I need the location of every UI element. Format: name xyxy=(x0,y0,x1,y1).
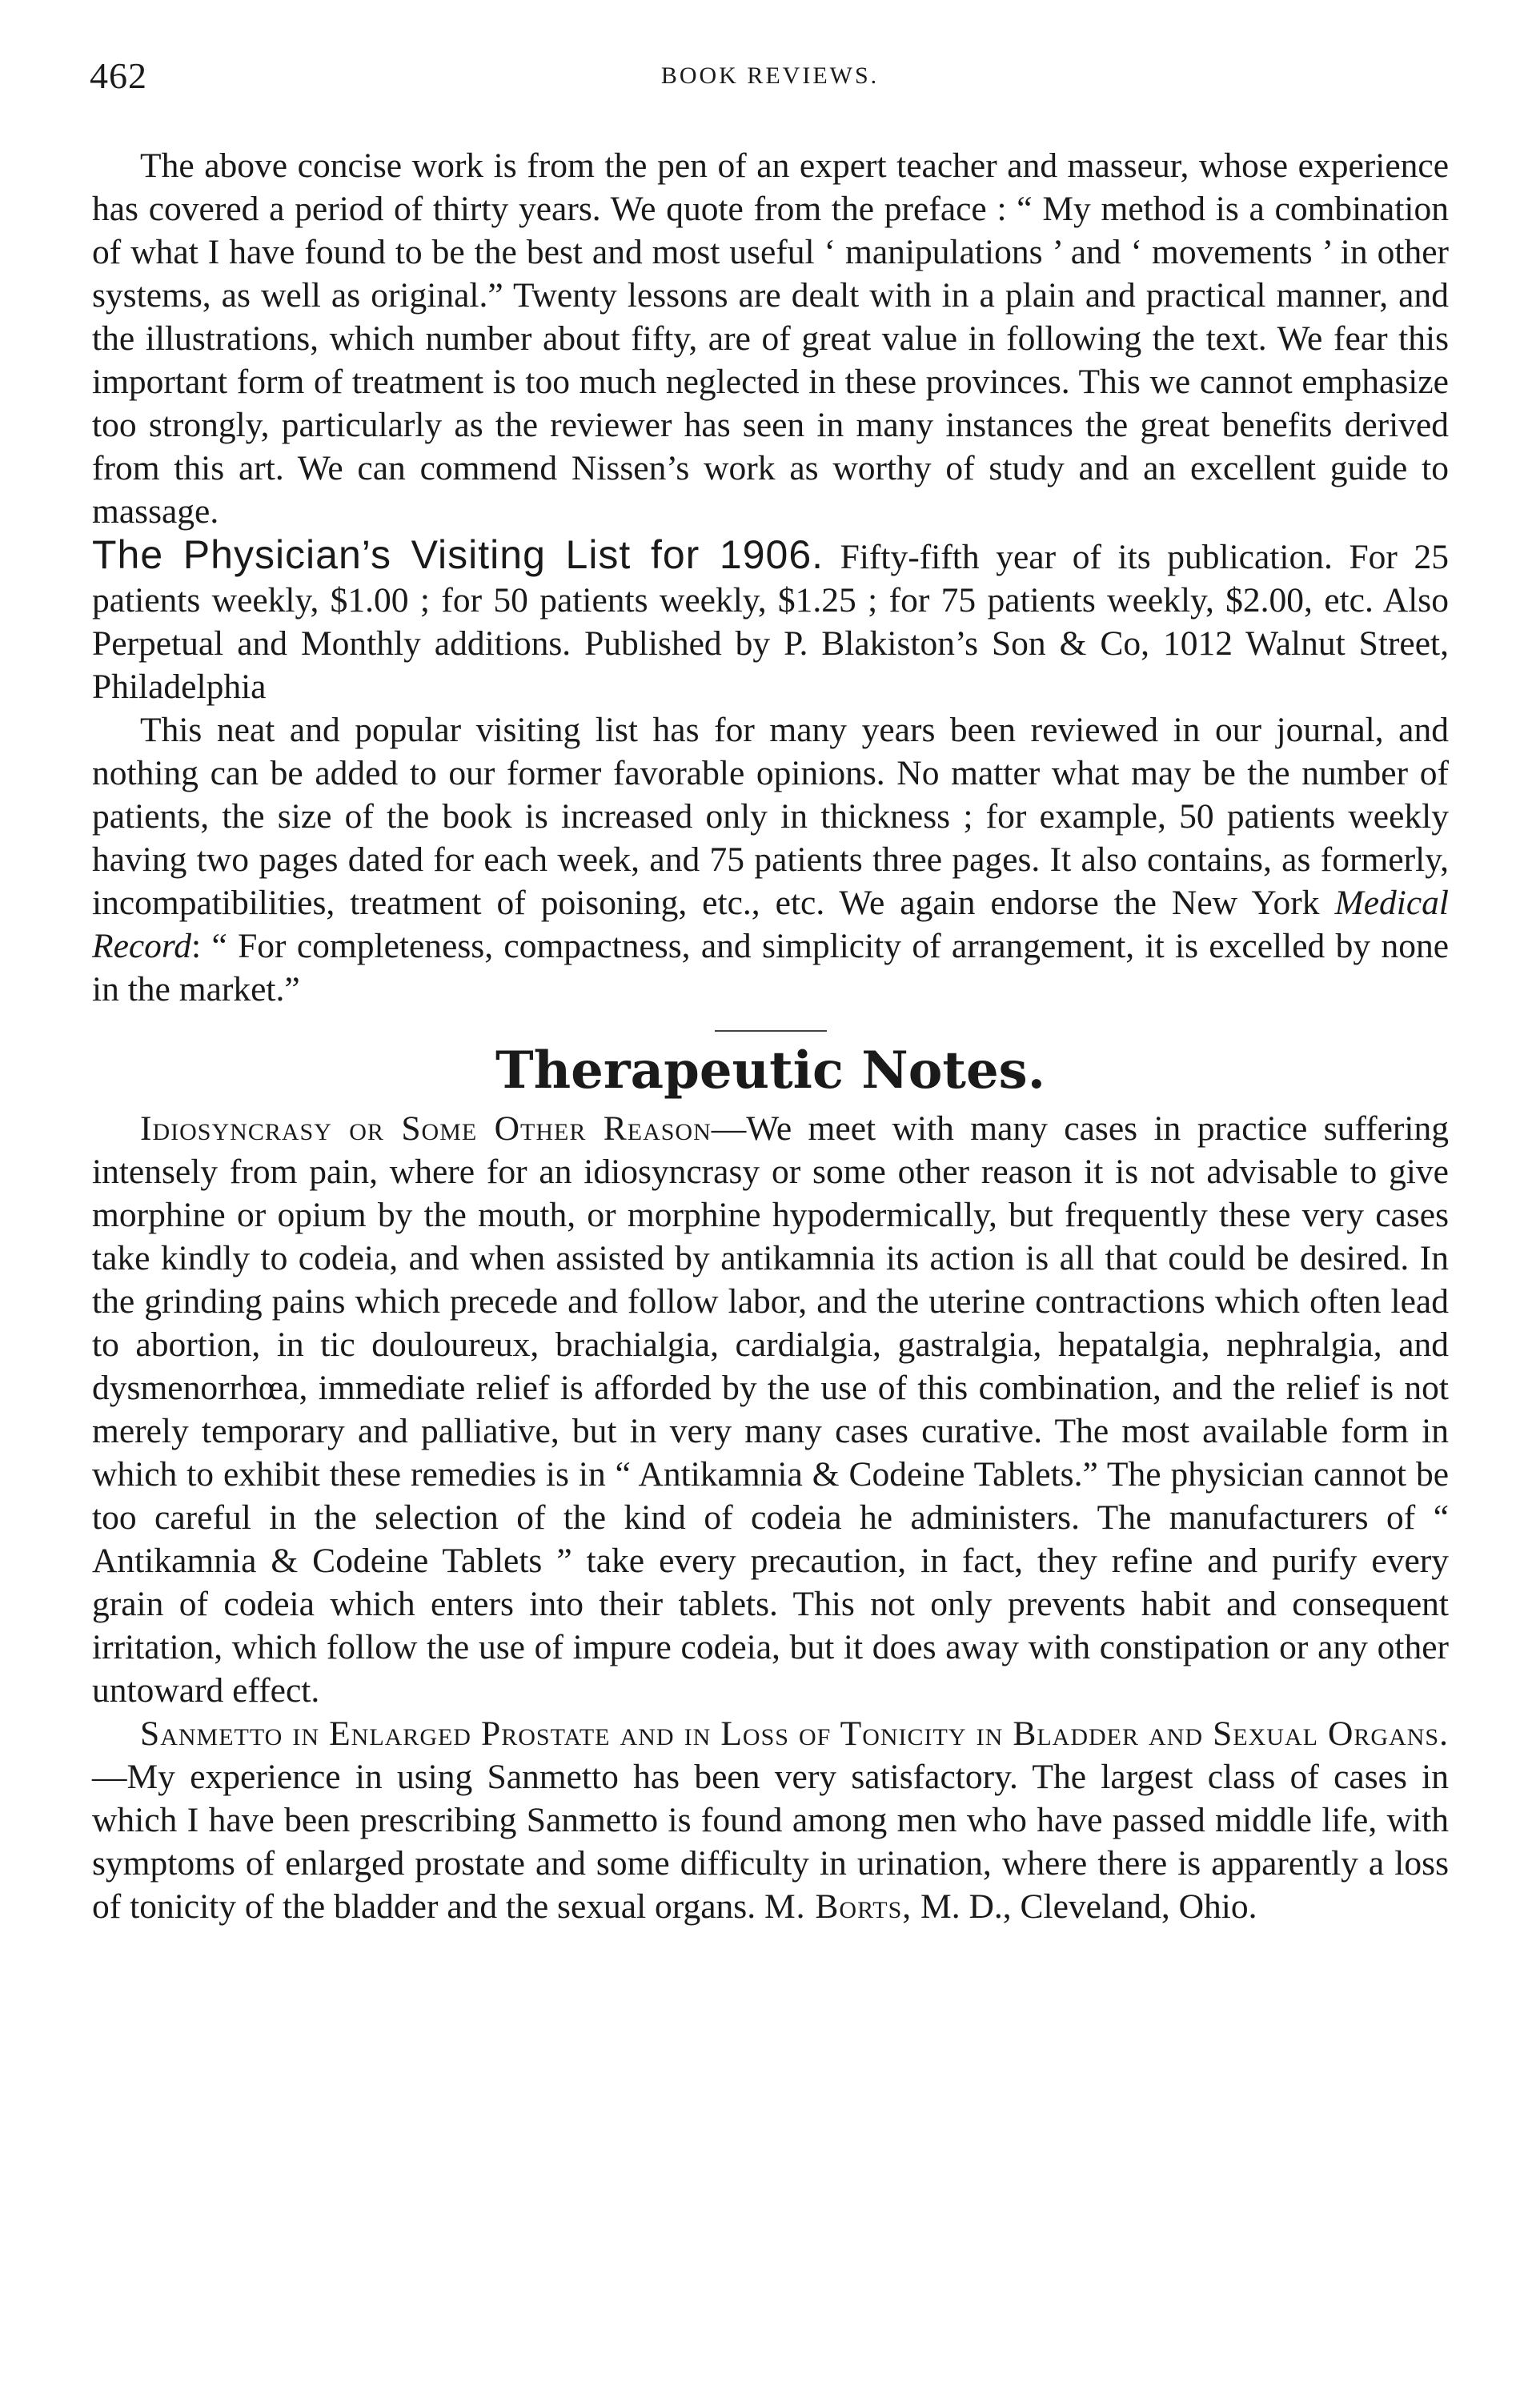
review-body-end: : “ For completeness, compactness, and simplicity of arrangement, it is excelled by none in the market.” xyxy=(92,927,1449,1009)
review-title: The Physician’s Visiting List for 1906. xyxy=(92,532,824,577)
section-divider xyxy=(715,1030,827,1032)
note-text: —My experience in using Sanmetto has been very satisfactory. The largest class of cases in which I have been prescribing Sanmetto is found among men who have passed middle life, with symptoms of enlarged prostate and some difficulty in urination, where there is apparently a loss of tonicity of the bladder and the sexual organs. xyxy=(92,1758,1449,1926)
running-head: BOOK REVIEWS. xyxy=(660,62,880,89)
review-body-start: This neat and popular visiting list has for many years been reviewed in our journal, and nothing can be added to our former favorable opinions. No matter what may be the number of patients, the size of the book is increased only in thickness ; for example, 50 patients weekly having two pages dated for each week, and 75 patients three pages. It also contains, as formerly, incompatibilities, treatment of poisoning, etc., etc. We again endorse the New York xyxy=(92,711,1449,922)
note-idiosyncrasy xyxy=(92,1107,1449,1712)
review-details: Fifty-fifth year of its publication. For 25 patients weekly, $1.00 ; for 50 patients weekly, $1.25 ; for 75 patients weekly, $2.00, etc. Also Perpetual and Monthly additions. Published by P. Blakiston’s Son & Co, 1012 Walnut Street, Philadelphia xyxy=(92,538,1449,706)
page-body xyxy=(92,144,1449,1928)
review-paragraph-massage xyxy=(92,144,1449,533)
signature-location: M. D., Cleveland, Ohio. xyxy=(912,1887,1257,1926)
journal-name: Medical Record xyxy=(92,884,1449,965)
review-massage-text: The above concise work is from the pen of an expert teacher and masseur, whose experience has covered a period of thirty years. We quote from the preface : “ My method is a combination of what I have found to be the best and most useful ‘ manipulations ’ and ‘ movements ’ in other systems, as well as original.” Twenty lessons are dealt with in a plain and practical manner, and the illustrations, which number about fifty, are of great value in following the text. We fear this important form of treatment is too much neglected in these provinces. This we cannot emphasize too strongly, particularly as the reviewer has seen in many instances the great benefits derived from this art. We can commend Nissen’s work as worthy of study and an excellent guide to massage. xyxy=(92,146,1449,531)
signature-name: M. Borts, xyxy=(764,1887,912,1926)
review-visiting-list-citation xyxy=(92,533,1449,708)
note-text: —We meet with many cases in practice suffering intensely from pain, where for an idiosyncrasy or some other reason it is not advisable to give morphine or opium by the mouth, or morphine hypodermically, but frequently these very cases take kindly to codeia, and when assisted by antikamnia its action is all that could be desired. In the grinding pains which precede and follow labor, and the uterine contractions which often lead to abortion, in tic douloureux, brachialgia, cardialgia, gastralgia, hepatalgia, nephralgia, and dysmenorrhœa, immediate relief is afforded by the use of this combination, and the relief is not merely temporary and palliative, but in very many cases curative. The most available form in which to exhibit these remedies is in “ Antikamnia & Codeine Tablets.” The physician cannot be too careful in the selection of the kind of codeia he administers. The manufacturers of “ Antikamnia & Codeine Tablets ” take every precaution, in fact, they refine and purify every grain of codeia which enters into their tablets. This not only prevents habit and consequent irritation, which follow the use of impure codeia, but it does away with constipation or any other untoward effect. xyxy=(92,1109,1449,1710)
page-header xyxy=(90,54,1450,102)
note-sanmetto xyxy=(92,1712,1449,1928)
note-heading: Sanmetto in Enlarged Prostate and in Loss of Tonicity in Bladder and Sexual Organs. xyxy=(140,1714,1449,1753)
page-number: 462 xyxy=(90,55,147,96)
note-heading: Idiosyncrasy or Some Other Reason xyxy=(140,1109,712,1148)
section-heading: Therapeutic Notes. xyxy=(495,1041,1045,1101)
review-paragraph-visiting-list xyxy=(92,708,1449,1011)
